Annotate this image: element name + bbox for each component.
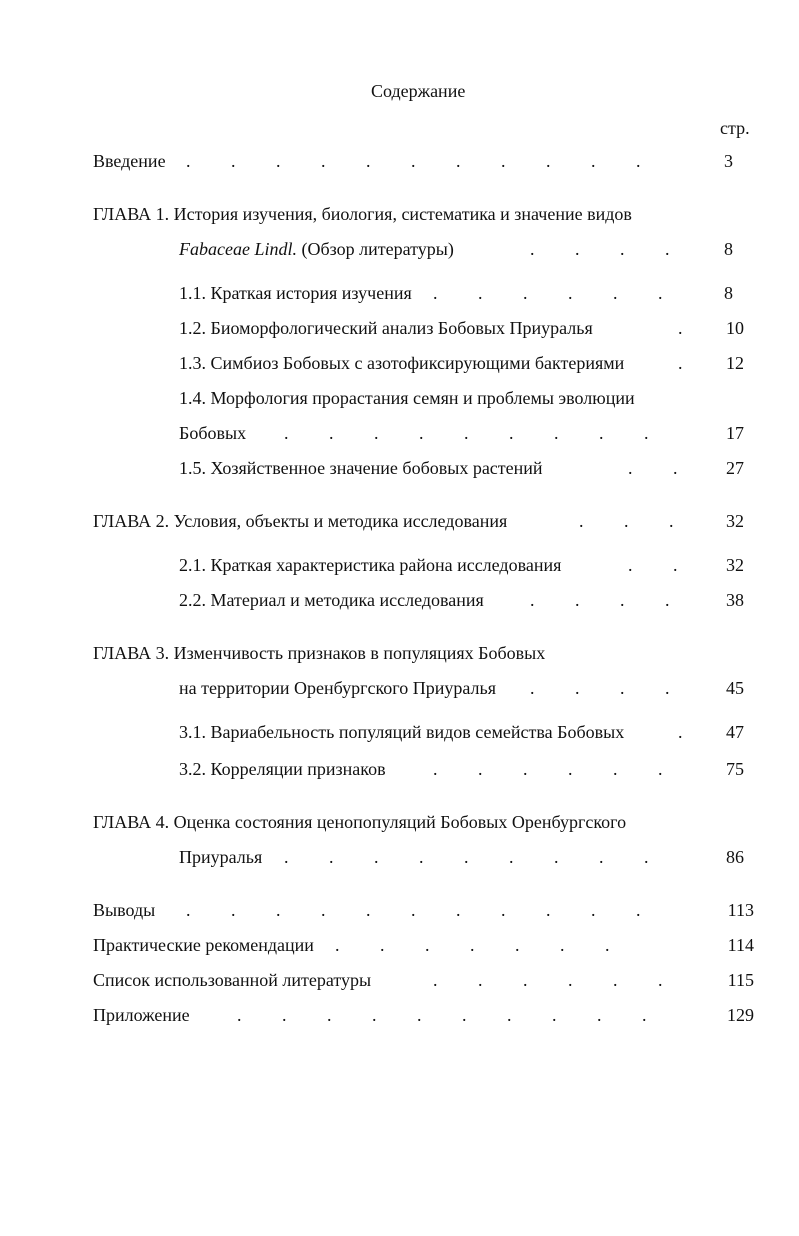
toc-entry-text: 3.2. Корреляции признаков xyxy=(179,759,386,779)
toc-entry-text: ГЛАВА 1. История изучения, биология, систематика и значение видов xyxy=(93,204,632,224)
toc-entry-text: Практические рекомендации xyxy=(93,935,314,955)
toc-entry-text: 3.1. Вариабельность популяций видов семейства Бобовых xyxy=(179,722,625,742)
toc-entry-text: 1.2. Биоморфологический анализ Бобовых Приуралья xyxy=(179,318,593,338)
toc-entry-text: Приложение xyxy=(93,1005,190,1025)
toc-entry-page: 12 xyxy=(726,353,744,373)
toc-dot-leader: . . . . . . . . . . . xyxy=(186,151,641,171)
toc-entry-page: 17 xyxy=(726,423,744,443)
toc-entry-text-line2 xyxy=(179,238,454,260)
toc-dot-leader: . . . . . . . xyxy=(335,935,610,955)
toc-dot-leader: . . . . . . . . . xyxy=(284,847,649,867)
toc-entry-text: ГЛАВА 4. Оценка состояния ценопопуляций Бобовых Оренбургского xyxy=(93,812,627,832)
toc-entry-text-rest: (Обзор литературы) xyxy=(296,239,454,259)
toc-dot-leader: . . xyxy=(628,555,678,575)
toc-entry-page: 38 xyxy=(726,590,744,610)
toc-entry-text: 1.1. Краткая история изучения xyxy=(179,283,412,303)
toc-entry-text: Выводы xyxy=(93,900,156,920)
toc-dot-leader: . . . . . . . . . . xyxy=(237,1005,647,1025)
toc-entry-page: 27 xyxy=(726,458,744,478)
toc-dot-leader: . . . xyxy=(579,511,674,531)
toc-entry-text: ГЛАВА 2. Условия, объекты и методика исследования xyxy=(93,511,508,531)
toc-entry-page: 75 xyxy=(726,759,744,779)
toc-dot-leader: . xyxy=(678,722,683,742)
page-number-header: стр. xyxy=(720,118,750,138)
toc-entry-page: 32 xyxy=(726,555,744,575)
toc-dot-leader: . . . . . . xyxy=(433,759,663,779)
toc-dot-leader: . . xyxy=(628,458,678,478)
toc-entry-text: Введение xyxy=(93,151,166,171)
toc-entry-text: 1.5. Хозяйственное значение бобовых растений xyxy=(179,458,543,478)
toc-entry-page: 113 xyxy=(727,900,754,920)
toc-entry-page: 86 xyxy=(726,847,744,867)
toc-dot-leader: . . . . . . xyxy=(433,970,663,990)
toc-dot-leader: . . . . xyxy=(530,678,670,698)
toc-entry-page: 3 xyxy=(724,151,733,171)
toc-entry-page: 10 xyxy=(726,318,744,338)
toc-entry-text-line2: на территории Оренбургского Приуралья xyxy=(179,678,496,698)
toc-dot-leader: . . . . xyxy=(530,239,670,259)
toc-dot-leader: . . . . . . . . . xyxy=(284,423,649,443)
toc-entry-page: 47 xyxy=(726,722,744,742)
toc-entry-text: 2.1. Краткая характеристика района исследования xyxy=(179,555,562,575)
toc-entry-page: 45 xyxy=(726,678,744,698)
toc-entry-text: Список использованной литературы xyxy=(93,970,372,990)
toc-entry-text: ГЛАВА 3. Изменчивость признаков в популяциях Бобовых xyxy=(93,643,546,663)
page-title: Содержание xyxy=(371,81,466,101)
toc-entry-text-line2: Приуралья xyxy=(179,847,263,867)
toc-dot-leader: . . . . xyxy=(530,590,670,610)
toc-dot-leader: . . . . . . xyxy=(433,283,663,303)
toc-entry-page: 8 xyxy=(724,283,733,303)
toc-entry-page: 115 xyxy=(727,970,754,990)
toc-entry-text: 1.3. Симбиоз Бобовых с азотофиксирующими бактериями xyxy=(179,353,625,373)
toc-entry-page: 32 xyxy=(726,511,744,531)
taxon-name: Fabaceae Lindl. xyxy=(179,239,297,259)
toc-entry-page: 129 xyxy=(727,1005,754,1025)
toc-entry-text: 2.2. Материал и методика исследования xyxy=(179,590,484,610)
toc-entry-text: 1.4. Морфология прорастания семян и проблемы эволюции xyxy=(179,388,635,408)
toc-dot-leader: . xyxy=(678,318,683,338)
toc-entry-page: 8 xyxy=(724,239,733,259)
toc-entry-text-line2: Бобовых xyxy=(179,423,247,443)
toc-entry-page: 114 xyxy=(727,935,754,955)
toc-dot-leader: . . . . . . . . . . . xyxy=(186,900,641,920)
toc-dot-leader: . xyxy=(678,353,683,373)
